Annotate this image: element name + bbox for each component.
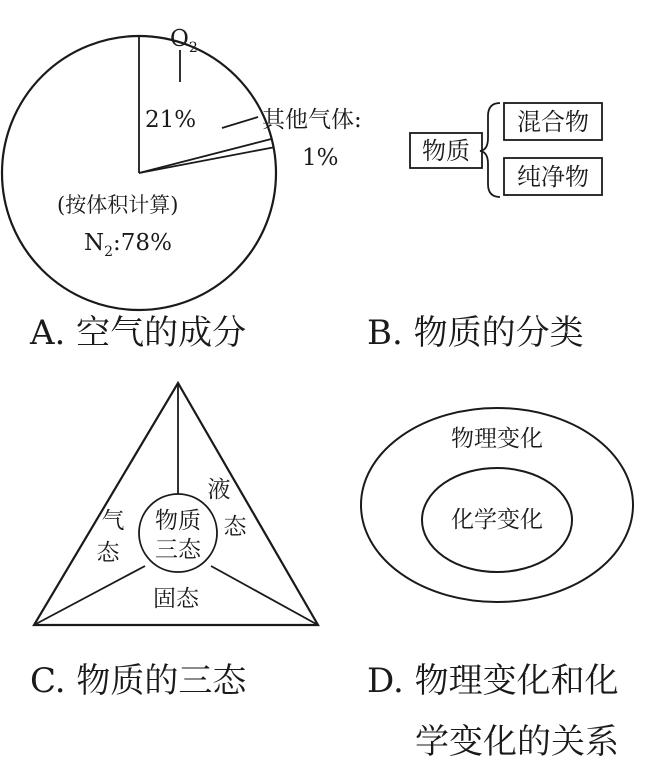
o2-label: $O_2$ bbox=[170, 26, 198, 56]
panel-d-caption-line1: D. 物理变化和化 bbox=[367, 661, 619, 701]
liquid-label-line2: 态 bbox=[223, 514, 247, 540]
n2-label: $N_2:78\%$ bbox=[84, 230, 172, 260]
center-label-line1: 物质 bbox=[155, 508, 201, 534]
panel-a-caption: A. 空气的成分 bbox=[30, 313, 247, 353]
child-label-mixture: 混合物 bbox=[517, 108, 589, 136]
outer-label: 物理变化 bbox=[451, 426, 543, 452]
child-label-pure: 纯净物 bbox=[517, 163, 589, 191]
other-gas-leader-line bbox=[222, 117, 258, 128]
pie-boundary-2 bbox=[139, 147, 274, 173]
panel-c-caption: C. 物质的三态 bbox=[30, 661, 247, 701]
panel-b bbox=[367, 103, 602, 353]
root-label: 物质 bbox=[422, 137, 470, 165]
gas-label-line1: 气 bbox=[101, 508, 125, 534]
classification-brace bbox=[480, 103, 500, 197]
o2-percent: 21% bbox=[145, 107, 197, 133]
panel-b-caption: B. 物质的分类 bbox=[367, 313, 584, 353]
pie-slice-boundaries bbox=[139, 36, 274, 173]
gas-label-line2: 态 bbox=[96, 540, 120, 566]
inner-label: 化学变化 bbox=[451, 507, 543, 533]
center-label-line2: 三态 bbox=[155, 537, 201, 563]
pie-boundary-1 bbox=[139, 139, 272, 173]
solid-label: 固态 bbox=[153, 586, 199, 612]
panel-c bbox=[30, 383, 318, 701]
liquid-label-line1: 液 bbox=[207, 477, 231, 503]
other-gas-label: 其他气体: bbox=[262, 107, 362, 133]
other-gas-percent: 1% bbox=[302, 145, 339, 171]
panel-d-caption-line2: 学变化的关系 bbox=[415, 722, 619, 762]
panel-d bbox=[361, 408, 633, 762]
panel-a bbox=[2, 26, 362, 353]
basis-note: (按体积计算) bbox=[57, 193, 179, 217]
